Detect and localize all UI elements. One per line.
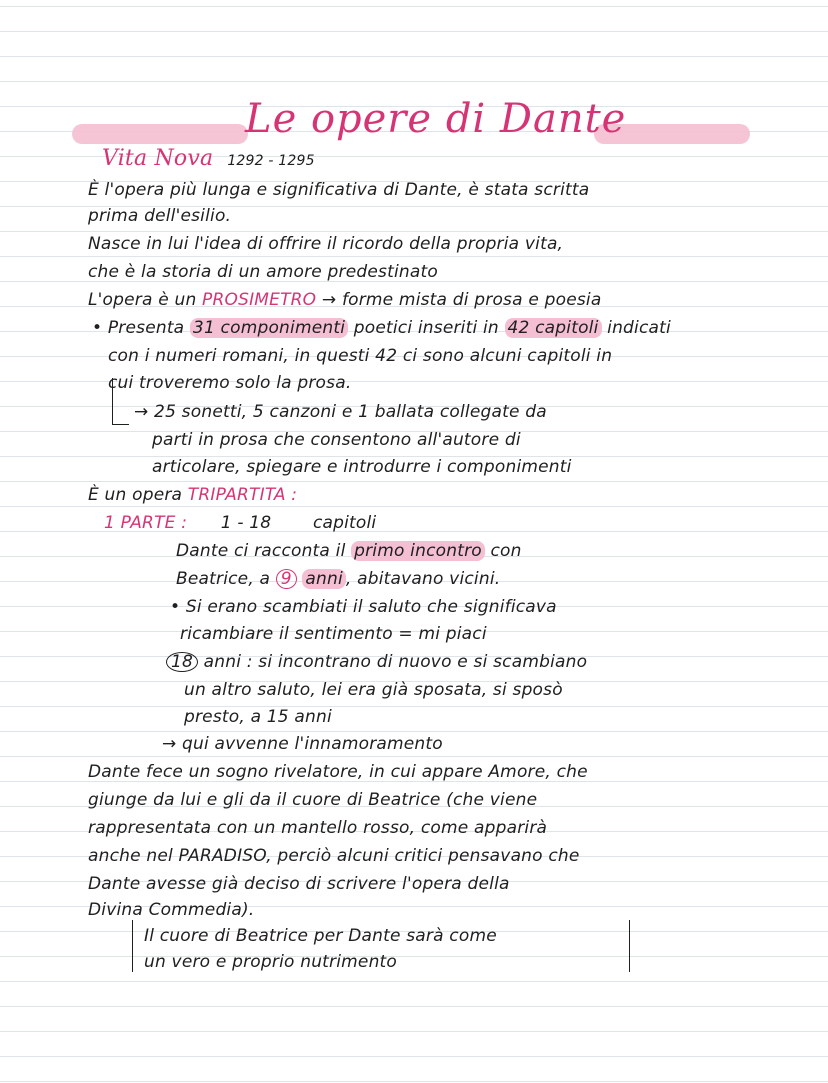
text-line: parti in prosa che consentono all'autore di xyxy=(152,430,521,450)
text-span: indicati xyxy=(607,318,671,338)
text-span: capitoli xyxy=(312,513,377,533)
text-line: Divina Commedia). xyxy=(88,900,255,920)
text-line xyxy=(166,652,587,672)
text-span: • Presenta xyxy=(92,318,185,338)
circled-number: 18 xyxy=(166,652,198,672)
text-line: articolare, spiegare e introdurre i componimenti xyxy=(152,457,572,477)
text-line: cui troveremo solo la prosa. xyxy=(108,373,352,393)
text-span: 1 - 18 xyxy=(220,513,272,533)
text-span: Dante ci racconta il xyxy=(176,541,346,561)
text-line: Dante avesse già deciso di scrivere l'opera della xyxy=(88,874,510,894)
highlighted-term: primo incontro xyxy=(351,541,485,561)
text-line: anche nel PARADISO, perciò alcuni critici pensavano che xyxy=(88,846,580,866)
title-highlight-left xyxy=(72,124,248,144)
text-span: → forme mista di prosa e poesia xyxy=(321,290,602,310)
text-span: Beatrice, a xyxy=(176,569,271,589)
prosimetro-term: PROSIMETRO xyxy=(202,290,317,310)
text-line: Il cuore di Beatrice per Dante sarà come xyxy=(144,926,497,946)
text-line: È l'opera più lunga e significativa di Dante, è stata scritta xyxy=(88,180,590,200)
text-line: → 25 sonetti, 5 canzoni e 1 ballata collegate da xyxy=(134,402,547,422)
page-title: Le opere di Dante xyxy=(245,96,627,142)
highlighted-term: anni xyxy=(302,569,346,589)
text-line: rappresentata con un mantello rosso, come apparirà xyxy=(88,818,548,838)
section-dates: 1292 - 1295 xyxy=(227,153,315,169)
text-line: prima dell'esilio. xyxy=(88,206,232,226)
text-line: • Si erano scambiati il saluto che significava xyxy=(170,597,557,617)
text-line: che è la storia di un amore predestinato xyxy=(88,262,438,282)
text-line: Dante fece un sogno rivelatore, in cui appare Amore, che xyxy=(88,762,588,782)
text-span: poetici inseriti in xyxy=(353,318,499,338)
text-line xyxy=(104,513,376,533)
text-line: giunge da lui e gli da il cuore di Beatrice (che viene xyxy=(88,790,538,810)
text-line xyxy=(176,541,522,561)
text-line: Nasce in lui l'idea di offrire il ricordo della propria vita, xyxy=(88,234,564,254)
section-name: Vita Nova xyxy=(102,146,214,171)
text-line: con i numeri romani, in questi 42 ci sono alcuni capitoli in xyxy=(108,346,613,366)
text-span: , abitavano vicini. xyxy=(345,569,501,589)
text-line: → qui avvenne l'innamoramento xyxy=(162,734,443,754)
elbow-arrow-icon xyxy=(112,378,129,425)
text-line xyxy=(92,318,671,338)
part-label: 1 PARTE : xyxy=(104,513,188,533)
text-line xyxy=(88,290,601,310)
text-span: L'opera è un xyxy=(88,290,197,310)
text-line: presto, a 15 anni xyxy=(184,707,332,727)
text-line xyxy=(176,569,500,589)
section-heading xyxy=(102,146,315,171)
highlighted-term: 31 componimenti xyxy=(190,318,348,338)
text-line: un altro saluto, lei era già sposata, si sposò xyxy=(184,680,563,700)
text-line: un vero e proprio nutrimento xyxy=(144,952,398,972)
tripartita-term: TRIPARTITA : xyxy=(187,485,298,505)
text-span: anni : si incontrano di nuovo e si scambiano xyxy=(203,652,588,672)
text-span: È un opera xyxy=(88,485,183,505)
highlighted-term: 42 capitoli xyxy=(505,318,602,338)
text-line: ricambiare il sentimento = mi piaci xyxy=(180,624,487,644)
text-span: con xyxy=(490,541,522,561)
circled-number: 9 xyxy=(276,569,297,589)
text-line xyxy=(88,485,297,505)
